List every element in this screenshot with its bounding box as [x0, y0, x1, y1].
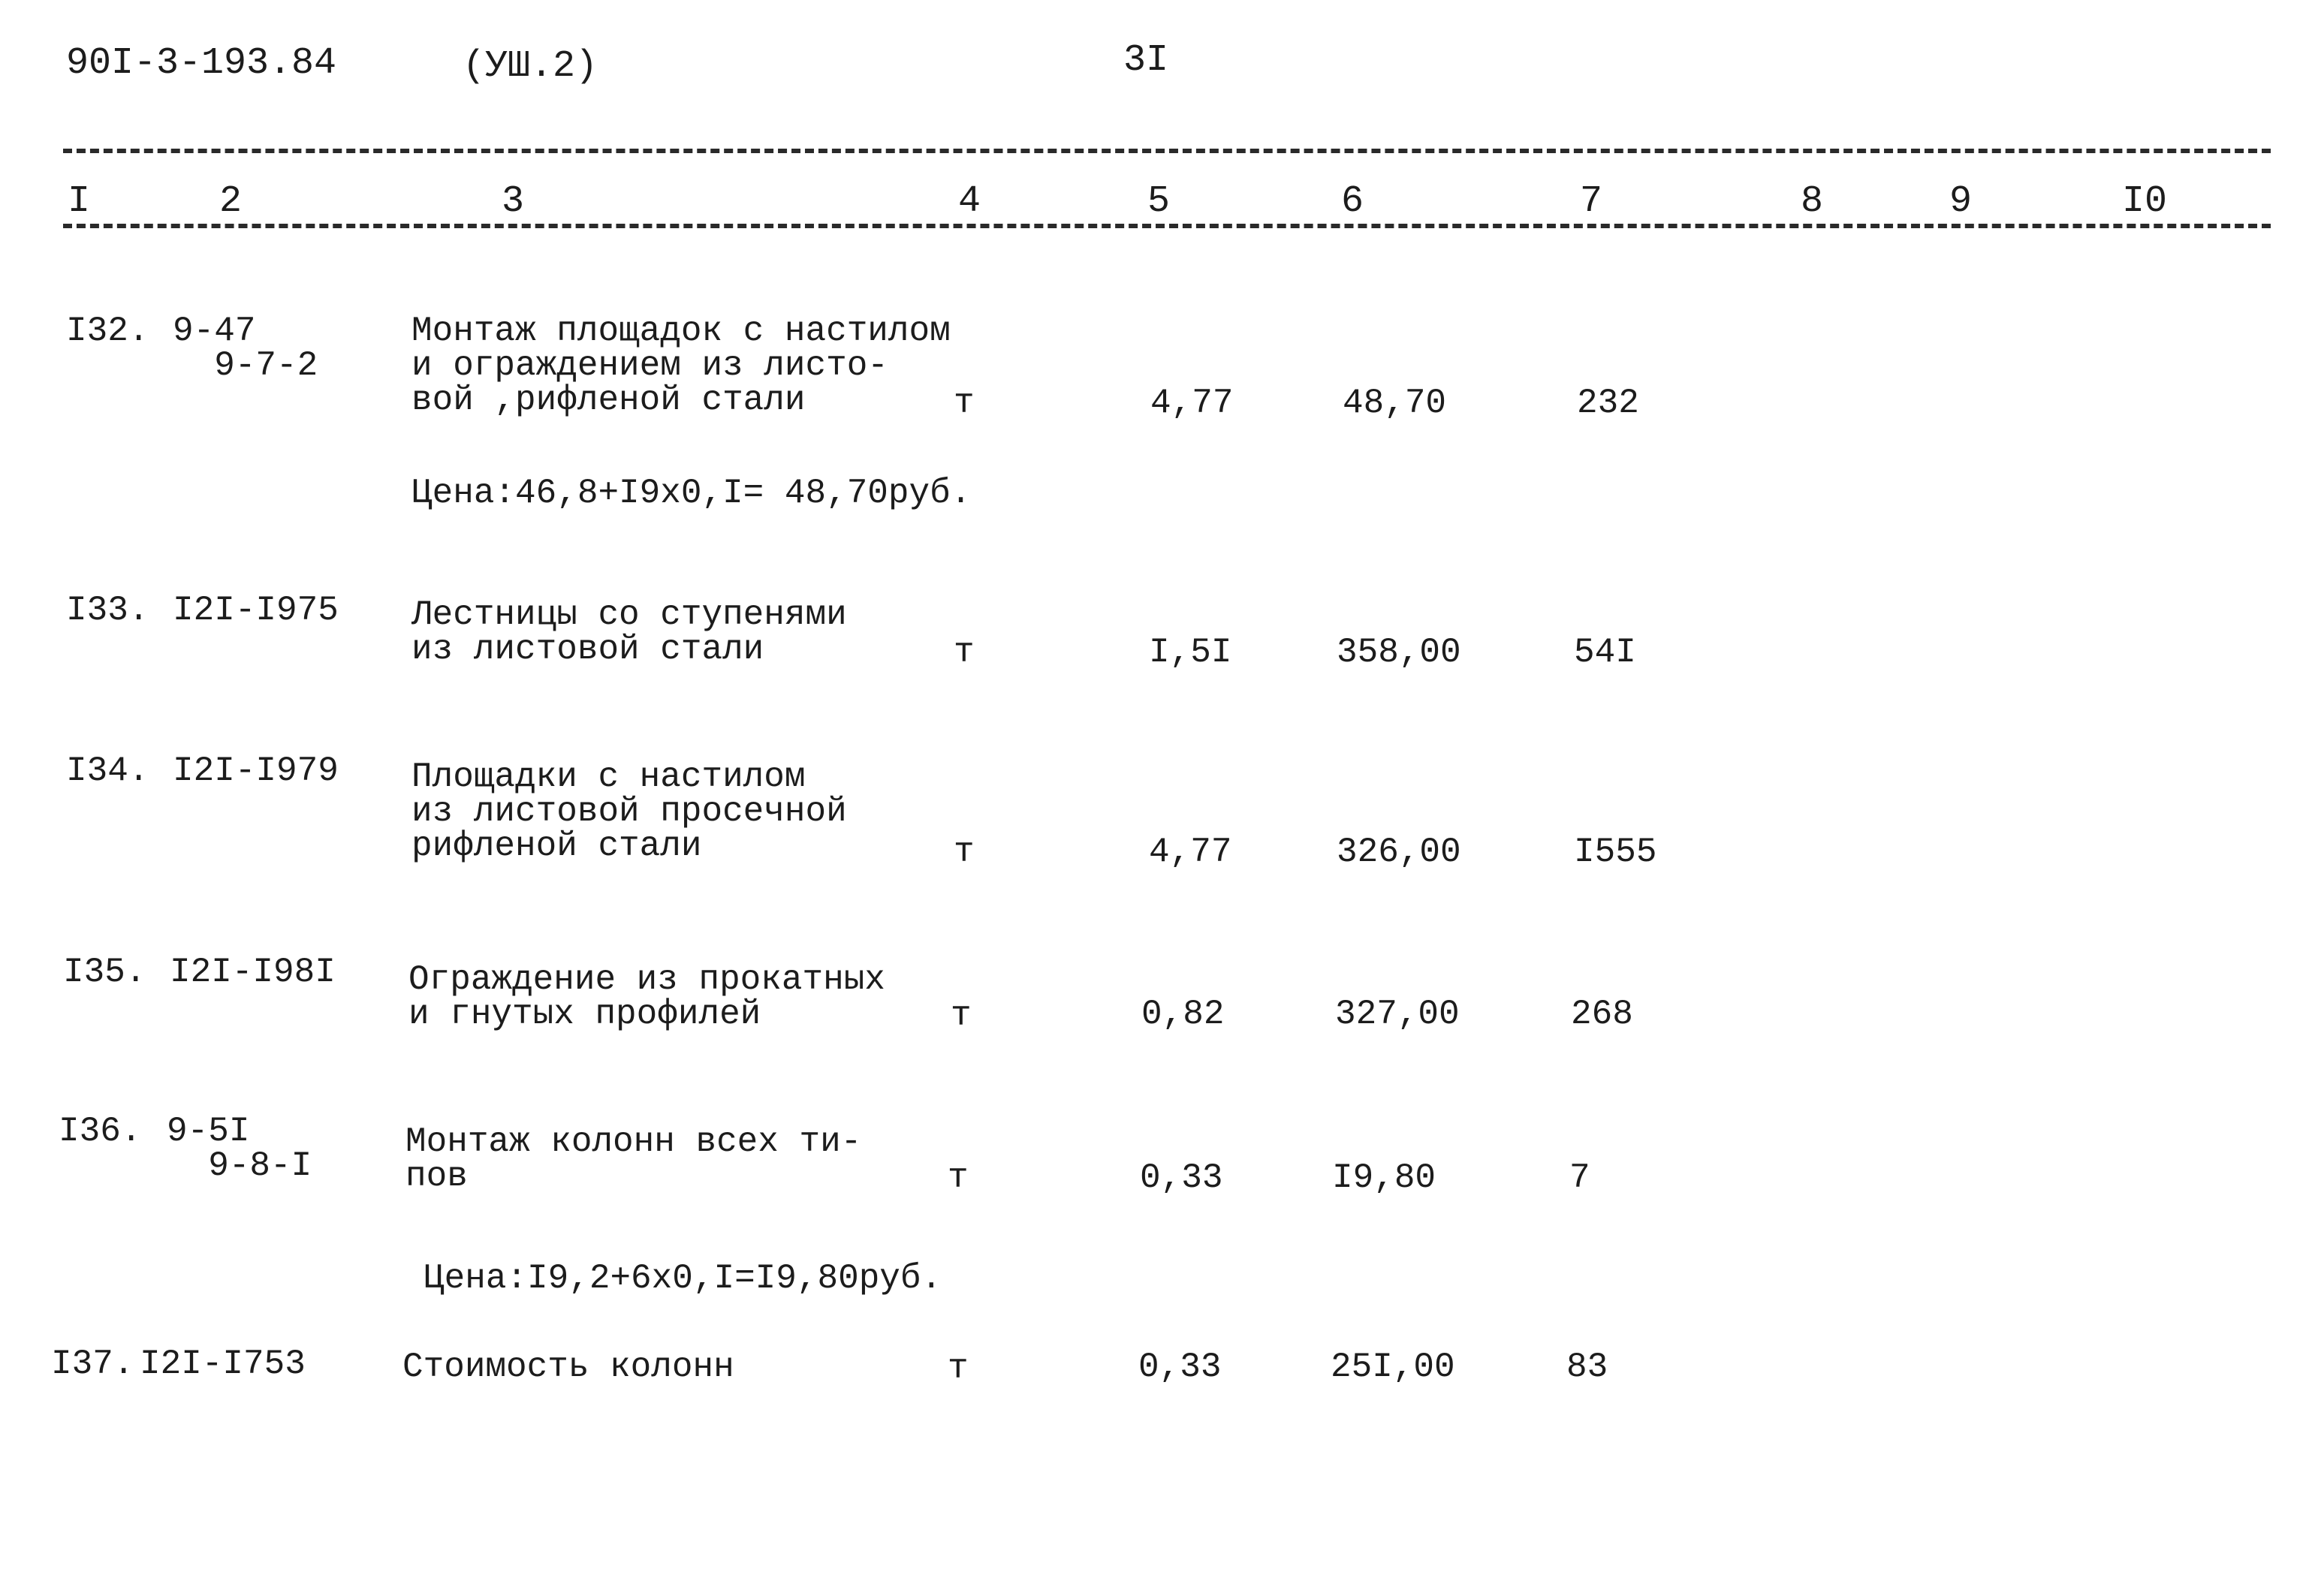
row-unit: т [954, 384, 975, 423]
row-number: I37. [51, 1345, 134, 1384]
row-unit-price: 327,00 [1335, 995, 1460, 1034]
row-quantity: 0,33 [1140, 1158, 1223, 1197]
row-note: Цена:46,8+I9x0,I= 48,70руб. [411, 474, 972, 513]
row-unit: т [948, 1349, 969, 1388]
column-header: 5 [1147, 180, 1171, 223]
row-unit-price: I9,80 [1332, 1158, 1436, 1197]
row-total: 7 [1569, 1158, 1590, 1197]
row-unit: т [951, 996, 972, 1035]
column-header: I0 [2122, 180, 2168, 223]
row-code: 9-47 9-7-2 [173, 312, 318, 385]
row-total: 83 [1566, 1348, 1608, 1387]
row-unit-price: 358,00 [1337, 633, 1461, 672]
row-unit-price: 25I,00 [1331, 1348, 1455, 1387]
column-header: 6 [1341, 180, 1364, 223]
column-header: 7 [1580, 180, 1603, 223]
header-rule-top [63, 149, 2271, 153]
column-header: I [68, 180, 91, 223]
row-unit-price: 326,00 [1337, 833, 1461, 872]
row-number: I34. [66, 751, 149, 790]
row-code: I2I-I98I [170, 953, 336, 992]
row-quantity: 4,77 [1149, 833, 1232, 872]
document-code: 90I-3-193.84 [66, 42, 337, 85]
row-total: I555 [1574, 833, 1657, 872]
album-reference: (УШ.2) [463, 45, 598, 88]
row-number: I35. [63, 953, 146, 992]
row-number: I33. [66, 591, 149, 630]
row-note: Цена:I9,2+6x0,I=I9,80руб. [424, 1259, 942, 1298]
row-code: 9-5I 9-8-I [167, 1112, 312, 1185]
row-number: I32. [66, 312, 149, 351]
column-header: 2 [219, 180, 243, 223]
row-total: 54I [1574, 633, 1636, 672]
row-code: I2I-I975 [173, 591, 339, 630]
row-name: Монтаж площадок с настилом и ограждением из листо- вой ,рифленой стали [411, 312, 951, 420]
row-name: Стоимость колонн [402, 1348, 734, 1387]
page-number: 3I [1123, 39, 1169, 82]
row-quantity: 0,82 [1141, 995, 1225, 1034]
row-code: I2I-I753 [140, 1345, 306, 1384]
row-code: I2I-I979 [173, 751, 339, 790]
row-total: 232 [1577, 384, 1639, 423]
row-number: I36. [59, 1112, 142, 1151]
row-unit-price: 48,70 [1343, 384, 1447, 423]
row-quantity: I,5I [1149, 633, 1232, 672]
row-name: Монтаж колонн всех ти- пов [405, 1122, 862, 1196]
column-header: 4 [958, 180, 981, 223]
row-unit: т [948, 1158, 969, 1197]
row-unit: т [954, 633, 975, 672]
row-unit: т [954, 833, 975, 872]
row-name: Лестницы со ступенями из листовой стали [411, 595, 847, 669]
column-header: 9 [1949, 180, 1973, 223]
column-header: 8 [1801, 180, 1824, 223]
row-name: Ограждение из прокатных и гнутых профилей [408, 960, 885, 1034]
column-header: 3 [502, 180, 525, 223]
row-quantity: 0,33 [1138, 1348, 1222, 1387]
row-total: 268 [1571, 995, 1633, 1034]
row-name: Площадки с настилом из листовой просечной рифленой стали [411, 757, 847, 866]
header-rule-bottom [63, 224, 2271, 228]
row-quantity: 4,77 [1150, 384, 1234, 423]
